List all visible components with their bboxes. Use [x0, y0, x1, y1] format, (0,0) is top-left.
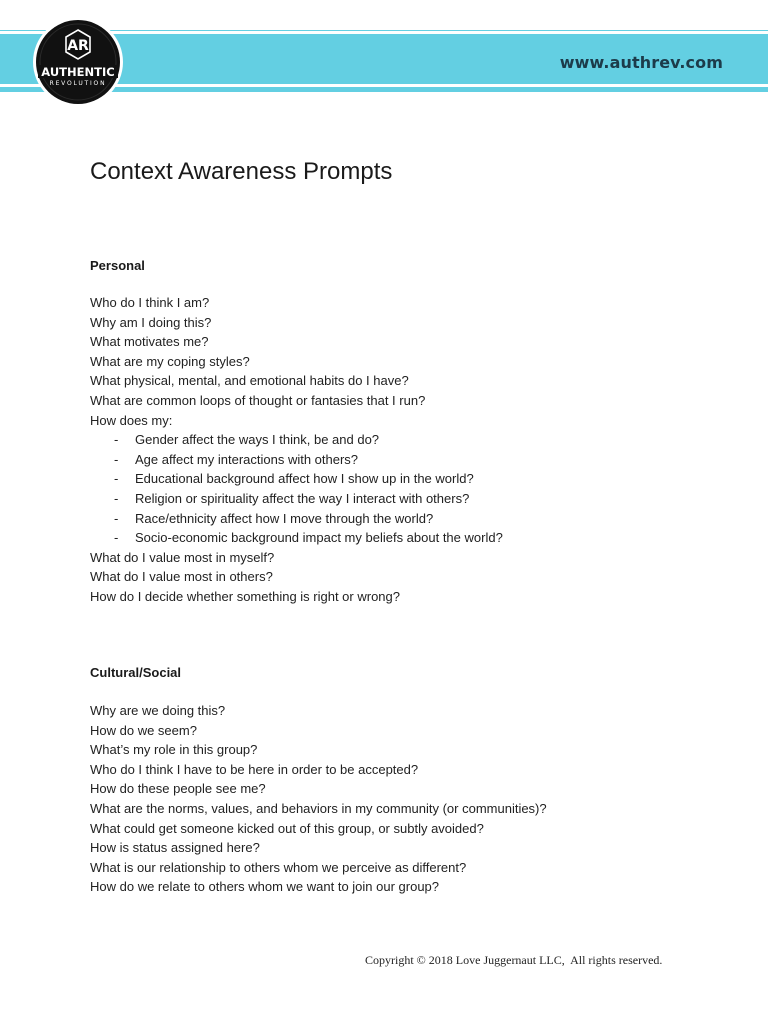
list-item: What do I value most in myself?: [90, 549, 275, 565]
sub-list-item-text: Race/ethnicity affect how I move through the world?: [135, 510, 434, 526]
sub-list-item-text: Age affect my interactions with others?: [135, 451, 359, 467]
list-item: How does my:: [90, 412, 173, 428]
list-item: Who do I think I have to be here in order to be accepted?: [90, 761, 419, 777]
dash-bullet: -: [114, 530, 119, 546]
dash-bullet: -: [114, 471, 119, 487]
dash-bullet: -: [114, 510, 119, 526]
sub-list-item: [90, 509, 503, 529]
logo-wordmark: AUTHENTIC: [41, 65, 115, 79]
list-item: How do I decide whether something is right or wrong?: [90, 588, 400, 604]
list-item: Who do I think I am?: [90, 295, 210, 310]
list-item: What are the norms, values, and behaviors in my community (or communities)?: [90, 800, 547, 816]
list-item: What physical, mental, and emotional habits do I have?: [90, 373, 409, 389]
sub-list-item-text: Gender affect the ways I think, be and do?: [135, 432, 380, 448]
logo-monogram: AR: [67, 38, 89, 54]
list-item: Why am I doing this?: [90, 314, 212, 330]
sub-list-item-text: Educational background affect how I show up in the world?: [135, 471, 474, 487]
dash-bullet: -: [114, 432, 119, 448]
list-item: What are my coping styles?: [90, 353, 250, 369]
sub-list-item: [90, 528, 503, 548]
sub-list-item: [90, 489, 503, 509]
list-item: What are common loops of thought or fantasies that I run?: [90, 392, 426, 408]
page-title: Context Awareness Prompts: [90, 158, 393, 185]
cultural-prompt-list: [90, 701, 547, 897]
copyright-notice: Copyright © 2018 Love Juggernaut LLC, All rights reserved.: [365, 953, 663, 967]
sub-list-item: [90, 430, 503, 450]
sub-list-item: [90, 469, 503, 489]
list-item: What could get someone kicked out of this group, or subtly avoided?: [90, 820, 484, 836]
list-item: What do I value most in others?: [90, 569, 273, 585]
list-item: How do we seem?: [90, 722, 197, 738]
sub-list-item-text: Socio-economic background impact my beliefs about the world?: [135, 530, 503, 546]
logo-subword: REVOLUTION: [49, 80, 107, 87]
section-heading-cultural-social: Cultural/Social: [90, 665, 182, 680]
list-item: Why are we doing this?: [90, 703, 226, 718]
authentic-revolution-logo-icon: [32, 16, 124, 108]
list-item: How is status assigned here?: [90, 840, 260, 856]
dash-bullet: -: [114, 490, 119, 506]
list-item: What’s my role in this group?: [90, 742, 258, 758]
list-item: How do these people see me?: [90, 781, 266, 797]
sub-list-item-text: Religion or spirituality affect the way I interact with others?: [135, 490, 470, 506]
list-item: What is our relationship to others whom we perceive as different?: [90, 859, 467, 875]
list-item: What motivates me?: [90, 334, 209, 350]
personal-prompt-list: [90, 293, 503, 607]
list-item: How do we relate to others whom we want to join our group?: [90, 879, 440, 895]
site-url: www.authrev.com: [559, 53, 723, 72]
section-heading-personal: Personal: [90, 258, 145, 273]
dash-bullet: -: [114, 451, 119, 467]
sub-list-item: [90, 450, 503, 470]
